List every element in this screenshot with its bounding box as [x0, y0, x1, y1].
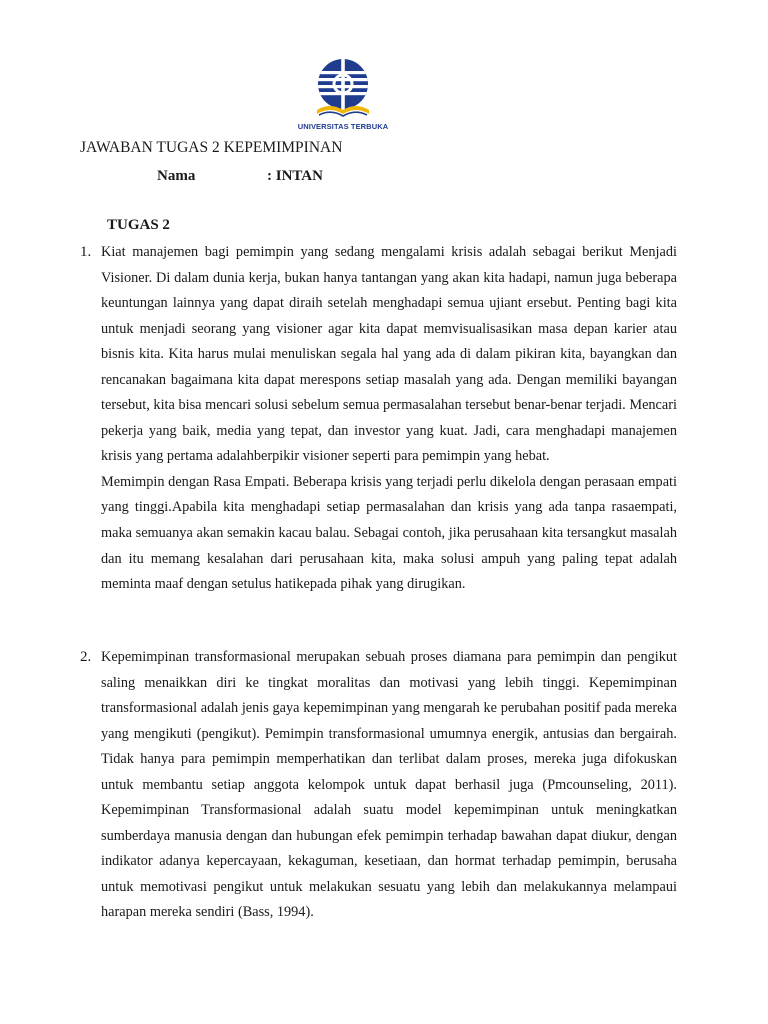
task-heading: TUGAS 2	[107, 217, 170, 233]
answer-paragraph: Memimpin dengan Rasa Empati. Beberapa krisis yang terjadi perlu dikelola dengan perasaan empati yang tinggi.Apabila kita menghadapi setiap permasalahan dan krisis yang ada tanpa rasaempati, maka semuanya akan semakin kacau balau. Sebagai contoh, jika perusahaan kita tersangkut masalah dan itu memang kesalahan dari perusahaan kita, maka solusi ampuh yang paling tepat adalah meminta maaf dengan setulus hatikepada pihak yang dirugikan.	[101, 473, 677, 593]
answer-number: 1.	[80, 244, 92, 260]
name-value: : INTAN	[267, 168, 323, 184]
name-label: Nama	[157, 168, 196, 184]
document-title: JAWABAN TUGAS 2 KEPEMIMPINAN	[80, 139, 343, 156]
answer-body	[101, 645, 677, 926]
answer-paragraph: Kepemimpinan transformasional merupakan sebuah proses diamana para pemimpin dan pengikut saling menaikkan diri ke tingkat moralitas dan motivasi yang lebih tinggi. Kepemimpinan transformasional adalah jenis gaya kepemimpinan yang mengarah ke perubahan positif pada mereka yang mengikuti (pengikut). Pemimpin transformasional umumnya energik, antusias dan bergairah. Tidak hanya para pemimpin memperhatikan dan terlibat dalam proses, mereka juga difokuskan untuk membantu setiap anggota kelompok untuk dapat berhasil juga (Pmcounseling, 2011). Kepemimpinan Transformasional adalah suatu model kepemimpinan untuk meningkatkan sumberdaya manusia dengan dan hubungan efek pemimpin terhadap bawahan dapat diukur, dengan indikator adanya kepercayaan, kekaguman, kesetiaan, dan hormat terhadap pemimpin, berusaha untuk memotivasi pengikut untuk melakukan sesuatu yang lebih dan melakukannya melampaui harapan mereka sendiri (Bass, 1994).	[101, 649, 677, 921]
name-row	[157, 166, 323, 186]
institution-name: UNIVERSITAS TERBUKA	[297, 122, 389, 131]
university-emblem-icon	[283, 58, 403, 122]
answer-number: 2.	[80, 649, 92, 665]
answer-paragraph: Kiat manajemen bagi pemimpin yang sedang mengalami krisis adalah sebagai berikut Menjadi Visioner. Di dalam dunia kerja, bukan hanya tantangan yang akan kita hadapi, namun juga beberapa keuntungan lainnya yang dapat diraih setelah menghadapi semua ujiant ersebut. Penting bagi kita untuk menjadi seorang yang visioner agar kita dapat memvisualisasikan masa depan karier atau bisnis kita. Kita harus mulai menuliskan segala hal yang ada di dalam pikiran kita, bayangkan dan rencanakan bagaimana kita dapat merespons setiap masalah yang ada. Dengan memiliki bayangan tersebut, kita bisa mencari solusi sebelum semua permasalahan tersebut benar-benar terjadi. Mencari pekerja yang baik, media yang tepat, dan investor yang kuat. Jadi, cara menghadapi manajemen krisis yang pertama adalahberpikir visioner seperti para pemimpin yang hebat.	[101, 244, 677, 465]
university-logo	[283, 58, 403, 136]
answer-body	[101, 240, 677, 598]
